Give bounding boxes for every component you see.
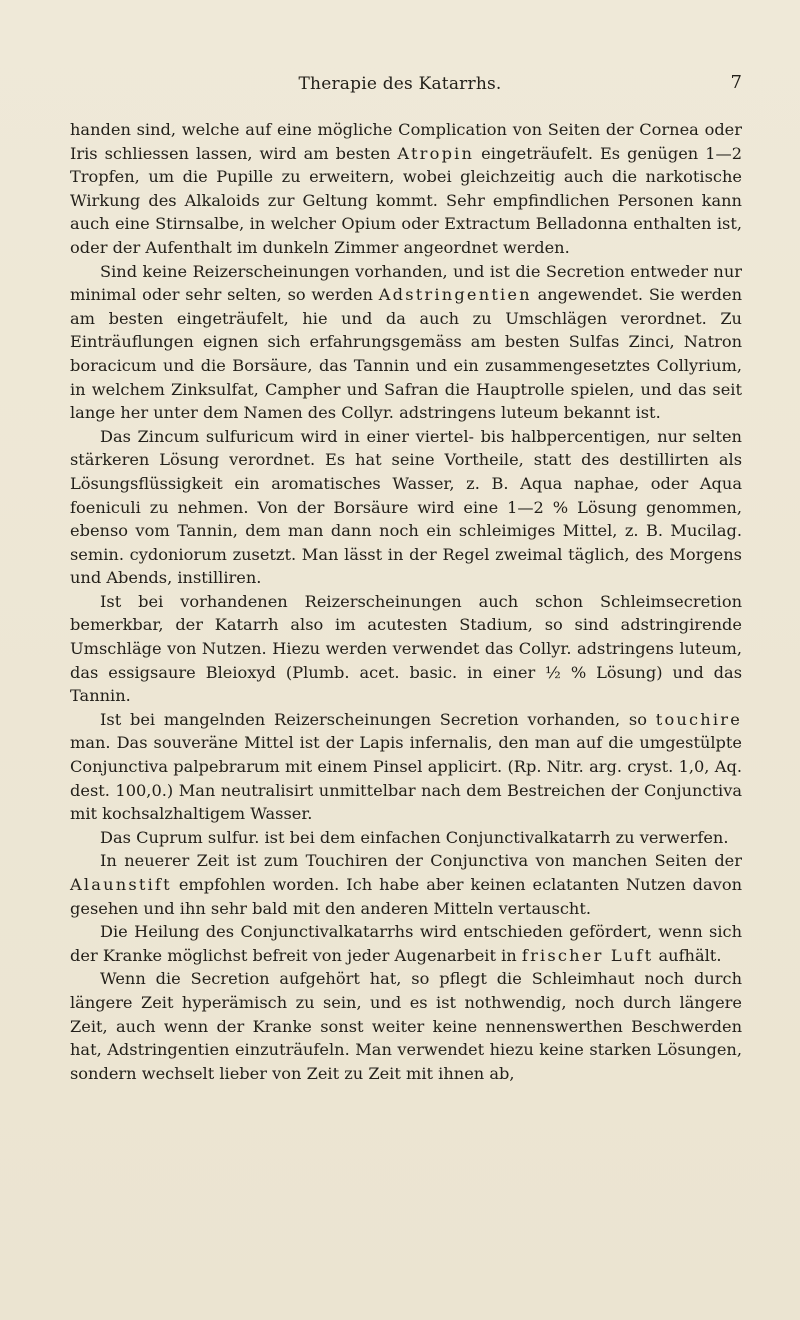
text-run: Das Cuprum sulfur. ist bei dem einfachen Conjunctivalkatarrh zu verwerfen. [100, 827, 729, 847]
text-run: Wenn die Secretion aufgehört hat, so pflegt die Schleimhaut noch durch längere Zeit hyperämisch zu sein, und es ist nothwendig, noch durch längere Zeit, auch wenn der Kranke sonst weiter keine nennenswerthen Beschwerden hat, Adstringentien einzuträufeln. Man verwendet hiezu keine starken Lösungen, sondern wechselt lieber von Zeit zu Zeit mit ihnen ab, [70, 969, 742, 1083]
paragraph [70, 708, 742, 826]
text-run: Sind keine Reizerscheinungen vorhanden, und ist die Secretion entweder nur minimal oder sehr selten, so werden [70, 261, 742, 305]
page-header [0, 74, 800, 98]
paragraph [70, 849, 742, 920]
paragraph [70, 920, 742, 967]
text-run: eingeträufelt. Es genügen 1—2 Tropfen, um die Pupille zu erweitern, wobei gleichzeitig auch die narkotische Wirkung des Alkaloids zur Geltung kommt. Sehr empfindlichen Personen kann auch eine Stirnsalbe, in welcher Opium oder Extractum Belladonna enthalten ist, oder der Aufenthalt im dunkeln Zimmer angeordnet werden. [70, 143, 742, 257]
emphasized-term: Alaunstift [70, 875, 172, 894]
paragraph [70, 425, 742, 590]
text-run: handen sind, welche auf eine mögliche Complication von Seiten der Cornea oder Iris schliessen lassen, wird am besten [70, 120, 742, 163]
emphasized-term: Adstringentien [378, 285, 532, 305]
text-run: In neuerer Zeit ist zum Touchiren der Conjunctiva von manchen Seiten der [100, 851, 742, 871]
running-title: Therapie des Katarrhs. [298, 74, 502, 94]
emphasized-term: Atropin [397, 143, 475, 163]
text-run: angewendet. Sie werden am besten eingeträufelt, hie und da auch zu Umschlägen verordnet. Zu Einträuflungen eignen sich erfahrungsgemäss am besten Sulfas Zinci, Natron boracicum und die Borsäure, das Tannin und ein zusammengesetztes Collyrium, in welchem Zinksulfat, Campher und Safran die Hauptrolle spielen, und das seit lange her unter dem Namen des Collyr. adstringens luteum bekannt ist. [70, 285, 742, 423]
text-run: Die Heilung des Conjunctivalkatarrhs wird entschieden gefördert, wenn sich der Kranke möglichst befreit von jeder Augenarbeit in [70, 922, 742, 965]
text-run: empfohlen worden. Ich habe aber keinen eclatanten Nutzen davon gesehen und ihn sehr bald mit den anderen Mitteln vertauscht. [70, 875, 742, 918]
paragraph [70, 118, 742, 260]
paragraph [70, 260, 742, 425]
text-run: Das Zincum sulfuricum wird in einer viertel- bis halbpercentigen, nur selten stärkeren Lösung verordnet. Es hat seine Vortheile, statt des destillirten als Lösungsflüssigkeit ein aromatisches Wasser, z. B. Aqua naphae, oder Aqua foeniculi zu nehmen. Von der Borsäure wird eine 1—2 % Lösung genommen, ebenso vom Tannin, dem man dann noch ein schleimiges Mittel, z. B. Mucilag. semin. cydoniorum zusetzt. Man lässt in der Regel zweimal täglich, des Morgens und Abends, instilliren. [70, 426, 742, 588]
paragraph [70, 967, 742, 1085]
page-number: 7 [730, 72, 742, 93]
paragraph [70, 590, 742, 708]
text-run: Ist bei mangelnden Reizerscheinungen Secretion vorhanden, so [100, 709, 656, 729]
text-run: Ist bei vorhandenen Reizerscheinungen auch schon Schleimsecretion bemerkbar, der Katarrh also im acutesten Stadium, so sind adstringirende Umschläge von Nutzen. Hiezu werden verwendet das Collyr. adstringens luteum, das essigsaure Bleioxyd (Plumb. acet. basic. in einer ½ % Lösung) und das Tannin. [70, 591, 742, 706]
emphasized-term: frischer Luft [521, 945, 654, 965]
paragraph [70, 826, 742, 850]
body-text [70, 118, 742, 1085]
text-run: man. Das souveräne Mittel ist der Lapis infernalis, den man auf die umgestülpte Conjunctiva palpebrarum mit einem Pinsel applicirt. (Rp. Nitr. arg. cryst. 1,0, Aq. dest. 100,0.) Man neutralisirt unmittelbar nach dem Bestreichen der Conjunctiva mit kochsalzhaltigem Wasser. [70, 733, 742, 824]
emphasized-term: touchire [655, 709, 742, 729]
text-run: aufhält. [653, 945, 722, 965]
